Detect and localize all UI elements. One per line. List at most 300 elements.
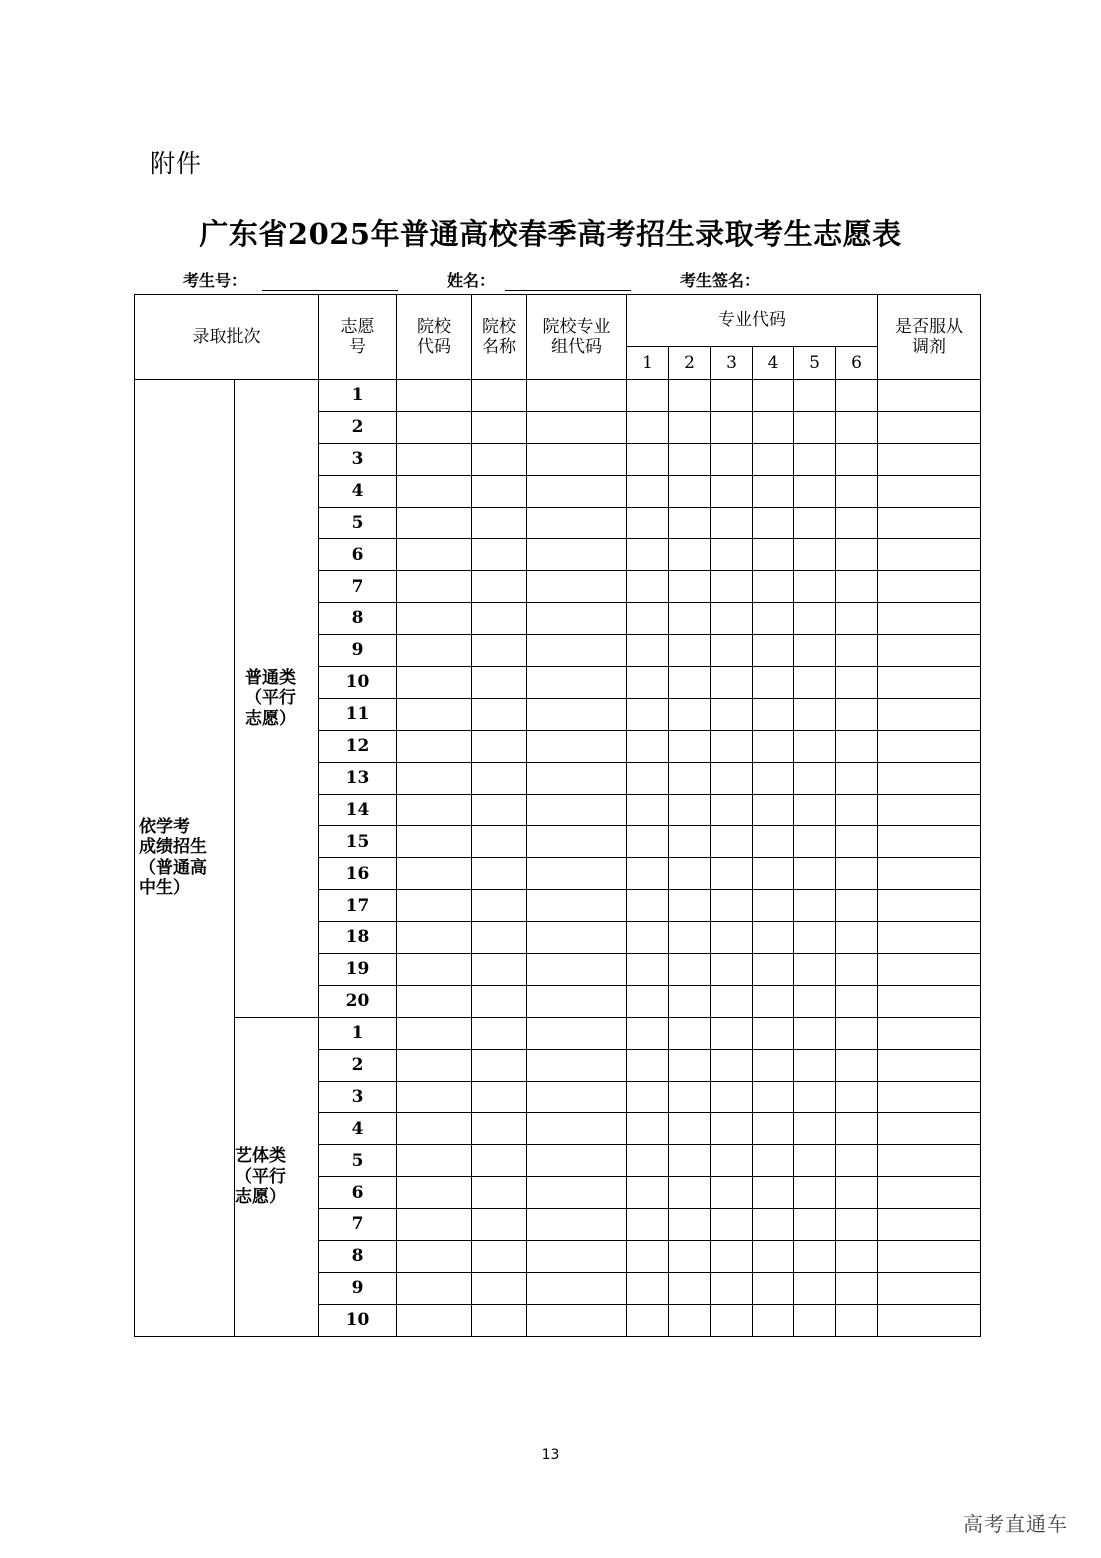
major-code-cell-4[interactable] — [753, 411, 794, 443]
major-code-cell-4[interactable] — [753, 1241, 794, 1273]
major-code-cell-1[interactable] — [627, 507, 669, 539]
major-code-cell-5[interactable] — [794, 794, 836, 826]
major-code-cell-3[interactable] — [711, 1209, 753, 1241]
school-name-cell[interactable] — [472, 1177, 527, 1209]
adjust-cell[interactable] — [878, 443, 981, 475]
major-code-cell-4[interactable] — [753, 1304, 794, 1336]
school-code-cell[interactable] — [397, 507, 472, 539]
school-code-cell[interactable] — [397, 762, 472, 794]
major-code-cell-3[interactable] — [711, 1081, 753, 1113]
major-code-cell-4[interactable] — [753, 571, 794, 603]
school-name-cell[interactable] — [472, 1081, 527, 1113]
major-code-cell-5[interactable] — [794, 1017, 836, 1049]
major-code-cell-2[interactable] — [669, 1272, 711, 1304]
major-code-cell-5[interactable] — [794, 985, 836, 1017]
school-code-cell[interactable] — [397, 1145, 472, 1177]
major-code-cell-5[interactable] — [794, 1145, 836, 1177]
major-code-cell-6[interactable] — [836, 858, 878, 890]
school-name-cell[interactable] — [472, 794, 527, 826]
group-code-cell[interactable] — [527, 603, 627, 635]
school-code-cell[interactable] — [397, 539, 472, 571]
major-code-cell-2[interactable] — [669, 1145, 711, 1177]
school-code-cell[interactable] — [397, 985, 472, 1017]
school-name-cell[interactable] — [472, 443, 527, 475]
school-code-cell[interactable] — [397, 954, 472, 986]
major-code-cell-4[interactable] — [753, 507, 794, 539]
major-code-cell-6[interactable] — [836, 730, 878, 762]
major-code-cell-6[interactable] — [836, 1081, 878, 1113]
major-code-cell-3[interactable] — [711, 667, 753, 699]
major-code-cell-2[interactable] — [669, 1017, 711, 1049]
major-code-cell-1[interactable] — [627, 571, 669, 603]
major-code-cell-6[interactable] — [836, 603, 878, 635]
major-code-cell-4[interactable] — [753, 635, 794, 667]
major-code-cell-5[interactable] — [794, 539, 836, 571]
major-code-cell-2[interactable] — [669, 954, 711, 986]
major-code-cell-1[interactable] — [627, 1272, 669, 1304]
adjust-cell[interactable] — [878, 1113, 981, 1145]
major-code-cell-3[interactable] — [711, 571, 753, 603]
major-code-cell-2[interactable] — [669, 985, 711, 1017]
major-code-cell-6[interactable] — [836, 826, 878, 858]
school-code-cell[interactable] — [397, 730, 472, 762]
major-code-cell-2[interactable] — [669, 1113, 711, 1145]
school-name-cell[interactable] — [472, 985, 527, 1017]
major-code-cell-4[interactable] — [753, 1081, 794, 1113]
major-code-cell-2[interactable] — [669, 571, 711, 603]
major-code-cell-2[interactable] — [669, 539, 711, 571]
major-code-cell-1[interactable] — [627, 411, 669, 443]
major-code-cell-5[interactable] — [794, 922, 836, 954]
major-code-cell-3[interactable] — [711, 1241, 753, 1273]
major-code-cell-2[interactable] — [669, 762, 711, 794]
school-name-cell[interactable] — [472, 475, 527, 507]
major-code-cell-6[interactable] — [836, 411, 878, 443]
adjust-cell[interactable] — [878, 411, 981, 443]
major-code-cell-5[interactable] — [794, 1241, 836, 1273]
major-code-cell-6[interactable] — [836, 890, 878, 922]
major-code-cell-6[interactable] — [836, 539, 878, 571]
major-code-cell-6[interactable] — [836, 762, 878, 794]
major-code-cell-1[interactable] — [627, 1304, 669, 1336]
major-code-cell-1[interactable] — [627, 603, 669, 635]
major-code-cell-1[interactable] — [627, 858, 669, 890]
adjust-cell[interactable] — [878, 794, 981, 826]
major-code-cell-6[interactable] — [836, 571, 878, 603]
school-name-cell[interactable] — [472, 954, 527, 986]
school-code-cell[interactable] — [397, 1081, 472, 1113]
school-name-cell[interactable] — [472, 667, 527, 699]
school-name-cell[interactable] — [472, 507, 527, 539]
major-code-cell-6[interactable] — [836, 1272, 878, 1304]
adjust-cell[interactable] — [878, 507, 981, 539]
major-code-cell-1[interactable] — [627, 1241, 669, 1273]
group-code-cell[interactable] — [527, 443, 627, 475]
school-name-cell[interactable] — [472, 1017, 527, 1049]
adjust-cell[interactable] — [878, 1145, 981, 1177]
major-code-cell-2[interactable] — [669, 475, 711, 507]
school-code-cell[interactable] — [397, 1304, 472, 1336]
school-code-cell[interactable] — [397, 475, 472, 507]
school-code-cell[interactable] — [397, 380, 472, 412]
school-name-cell[interactable] — [472, 571, 527, 603]
major-code-cell-3[interactable] — [711, 1145, 753, 1177]
school-code-cell[interactable] — [397, 1017, 472, 1049]
school-name-cell[interactable] — [472, 539, 527, 571]
adjust-cell[interactable] — [878, 635, 981, 667]
adjust-cell[interactable] — [878, 890, 981, 922]
major-code-cell-1[interactable] — [627, 730, 669, 762]
major-code-cell-3[interactable] — [711, 985, 753, 1017]
major-code-cell-1[interactable] — [627, 1177, 669, 1209]
adjust-cell[interactable] — [878, 1272, 981, 1304]
major-code-cell-6[interactable] — [836, 475, 878, 507]
group-code-cell[interactable] — [527, 1081, 627, 1113]
group-code-cell[interactable] — [527, 858, 627, 890]
school-name-cell[interactable] — [472, 730, 527, 762]
adjust-cell[interactable] — [878, 698, 981, 730]
school-name-cell[interactable] — [472, 826, 527, 858]
major-code-cell-5[interactable] — [794, 443, 836, 475]
major-code-cell-3[interactable] — [711, 1177, 753, 1209]
major-code-cell-5[interactable] — [794, 1304, 836, 1336]
major-code-cell-2[interactable] — [669, 1049, 711, 1081]
school-name-cell[interactable] — [472, 922, 527, 954]
major-code-cell-3[interactable] — [711, 1272, 753, 1304]
major-code-cell-1[interactable] — [627, 985, 669, 1017]
major-code-cell-4[interactable] — [753, 826, 794, 858]
major-code-cell-4[interactable] — [753, 1113, 794, 1145]
major-code-cell-5[interactable] — [794, 954, 836, 986]
major-code-cell-1[interactable] — [627, 667, 669, 699]
school-code-cell[interactable] — [397, 411, 472, 443]
major-code-cell-5[interactable] — [794, 635, 836, 667]
major-code-cell-3[interactable] — [711, 698, 753, 730]
adjust-cell[interactable] — [878, 475, 981, 507]
major-code-cell-6[interactable] — [836, 1241, 878, 1273]
major-code-cell-4[interactable] — [753, 667, 794, 699]
major-code-cell-4[interactable] — [753, 794, 794, 826]
adjust-cell[interactable] — [878, 954, 981, 986]
adjust-cell[interactable] — [878, 1081, 981, 1113]
major-code-cell-5[interactable] — [794, 730, 836, 762]
major-code-cell-3[interactable] — [711, 411, 753, 443]
major-code-cell-6[interactable] — [836, 507, 878, 539]
major-code-cell-3[interactable] — [711, 380, 753, 412]
major-code-cell-4[interactable] — [753, 762, 794, 794]
major-code-cell-3[interactable] — [711, 1304, 753, 1336]
major-code-cell-4[interactable] — [753, 1272, 794, 1304]
major-code-cell-1[interactable] — [627, 475, 669, 507]
major-code-cell-1[interactable] — [627, 539, 669, 571]
major-code-cell-1[interactable] — [627, 826, 669, 858]
school-code-cell[interactable] — [397, 794, 472, 826]
major-code-cell-2[interactable] — [669, 1177, 711, 1209]
major-code-cell-2[interactable] — [669, 507, 711, 539]
group-code-cell[interactable] — [527, 475, 627, 507]
adjust-cell[interactable] — [878, 922, 981, 954]
major-code-cell-4[interactable] — [753, 1209, 794, 1241]
group-code-cell[interactable] — [527, 411, 627, 443]
major-code-cell-2[interactable] — [669, 443, 711, 475]
major-code-cell-3[interactable] — [711, 826, 753, 858]
name-field[interactable] — [505, 290, 631, 291]
major-code-cell-5[interactable] — [794, 1113, 836, 1145]
group-code-cell[interactable] — [527, 794, 627, 826]
major-code-cell-4[interactable] — [753, 954, 794, 986]
major-code-cell-2[interactable] — [669, 698, 711, 730]
adjust-cell[interactable] — [878, 762, 981, 794]
major-code-cell-5[interactable] — [794, 1177, 836, 1209]
group-code-cell[interactable] — [527, 954, 627, 986]
major-code-cell-6[interactable] — [836, 443, 878, 475]
major-code-cell-4[interactable] — [753, 922, 794, 954]
major-code-cell-3[interactable] — [711, 1113, 753, 1145]
major-code-cell-5[interactable] — [794, 475, 836, 507]
major-code-cell-5[interactable] — [794, 858, 836, 890]
major-code-cell-1[interactable] — [627, 954, 669, 986]
major-code-cell-1[interactable] — [627, 1049, 669, 1081]
major-code-cell-6[interactable] — [836, 380, 878, 412]
school-name-cell[interactable] — [472, 1145, 527, 1177]
adjust-cell[interactable] — [878, 826, 981, 858]
major-code-cell-4[interactable] — [753, 380, 794, 412]
major-code-cell-1[interactable] — [627, 1209, 669, 1241]
school-name-cell[interactable] — [472, 411, 527, 443]
major-code-cell-3[interactable] — [711, 1049, 753, 1081]
school-name-cell[interactable] — [472, 380, 527, 412]
major-code-cell-6[interactable] — [836, 922, 878, 954]
school-code-cell[interactable] — [397, 826, 472, 858]
school-name-cell[interactable] — [472, 890, 527, 922]
school-code-cell[interactable] — [397, 571, 472, 603]
major-code-cell-5[interactable] — [794, 890, 836, 922]
school-name-cell[interactable] — [472, 1304, 527, 1336]
school-code-cell[interactable] — [397, 635, 472, 667]
major-code-cell-2[interactable] — [669, 794, 711, 826]
group-code-cell[interactable] — [527, 635, 627, 667]
group-code-cell[interactable] — [527, 1241, 627, 1273]
major-code-cell-5[interactable] — [794, 507, 836, 539]
major-code-cell-2[interactable] — [669, 1241, 711, 1273]
school-name-cell[interactable] — [472, 1241, 527, 1273]
adjust-cell[interactable] — [878, 730, 981, 762]
group-code-cell[interactable] — [527, 890, 627, 922]
school-code-cell[interactable] — [397, 603, 472, 635]
major-code-cell-2[interactable] — [669, 1304, 711, 1336]
major-code-cell-4[interactable] — [753, 1017, 794, 1049]
major-code-cell-3[interactable] — [711, 794, 753, 826]
school-code-cell[interactable] — [397, 443, 472, 475]
major-code-cell-3[interactable] — [711, 443, 753, 475]
adjust-cell[interactable] — [878, 1049, 981, 1081]
major-code-cell-4[interactable] — [753, 443, 794, 475]
group-code-cell[interactable] — [527, 1113, 627, 1145]
school-code-cell[interactable] — [397, 858, 472, 890]
major-code-cell-5[interactable] — [794, 667, 836, 699]
major-code-cell-1[interactable] — [627, 762, 669, 794]
major-code-cell-5[interactable] — [794, 698, 836, 730]
major-code-cell-4[interactable] — [753, 539, 794, 571]
major-code-cell-4[interactable] — [753, 730, 794, 762]
major-code-cell-2[interactable] — [669, 890, 711, 922]
major-code-cell-1[interactable] — [627, 890, 669, 922]
major-code-cell-4[interactable] — [753, 698, 794, 730]
major-code-cell-2[interactable] — [669, 1209, 711, 1241]
major-code-cell-3[interactable] — [711, 730, 753, 762]
major-code-cell-2[interactable] — [669, 380, 711, 412]
group-code-cell[interactable] — [527, 539, 627, 571]
adjust-cell[interactable] — [878, 1241, 981, 1273]
major-code-cell-3[interactable] — [711, 539, 753, 571]
adjust-cell[interactable] — [878, 667, 981, 699]
group-code-cell[interactable] — [527, 762, 627, 794]
school-code-cell[interactable] — [397, 1241, 472, 1273]
major-code-cell-1[interactable] — [627, 1017, 669, 1049]
school-code-cell[interactable] — [397, 1113, 472, 1145]
school-code-cell[interactable] — [397, 698, 472, 730]
major-code-cell-6[interactable] — [836, 1145, 878, 1177]
group-code-cell[interactable] — [527, 826, 627, 858]
major-code-cell-5[interactable] — [794, 1081, 836, 1113]
major-code-cell-3[interactable] — [711, 890, 753, 922]
major-code-cell-6[interactable] — [836, 1017, 878, 1049]
major-code-cell-5[interactable] — [794, 380, 836, 412]
major-code-cell-1[interactable] — [627, 1081, 669, 1113]
major-code-cell-4[interactable] — [753, 890, 794, 922]
major-code-cell-2[interactable] — [669, 667, 711, 699]
major-code-cell-5[interactable] — [794, 411, 836, 443]
major-code-cell-6[interactable] — [836, 985, 878, 1017]
adjust-cell[interactable] — [878, 1177, 981, 1209]
adjust-cell[interactable] — [878, 603, 981, 635]
major-code-cell-6[interactable] — [836, 1177, 878, 1209]
group-code-cell[interactable] — [527, 1049, 627, 1081]
major-code-cell-4[interactable] — [753, 1049, 794, 1081]
major-code-cell-4[interactable] — [753, 985, 794, 1017]
major-code-cell-5[interactable] — [794, 1049, 836, 1081]
major-code-cell-5[interactable] — [794, 762, 836, 794]
major-code-cell-6[interactable] — [836, 1113, 878, 1145]
major-code-cell-1[interactable] — [627, 380, 669, 412]
school-name-cell[interactable] — [472, 603, 527, 635]
major-code-cell-6[interactable] — [836, 1049, 878, 1081]
major-code-cell-4[interactable] — [753, 1177, 794, 1209]
major-code-cell-2[interactable] — [669, 603, 711, 635]
major-code-cell-1[interactable] — [627, 443, 669, 475]
school-code-cell[interactable] — [397, 1177, 472, 1209]
major-code-cell-1[interactable] — [627, 794, 669, 826]
major-code-cell-6[interactable] — [836, 635, 878, 667]
adjust-cell[interactable] — [878, 985, 981, 1017]
group-code-cell[interactable] — [527, 1177, 627, 1209]
major-code-cell-2[interactable] — [669, 1081, 711, 1113]
school-name-cell[interactable] — [472, 698, 527, 730]
school-name-cell[interactable] — [472, 762, 527, 794]
major-code-cell-2[interactable] — [669, 411, 711, 443]
group-code-cell[interactable] — [527, 1017, 627, 1049]
school-name-cell[interactable] — [472, 635, 527, 667]
group-code-cell[interactable] — [527, 667, 627, 699]
major-code-cell-3[interactable] — [711, 762, 753, 794]
group-code-cell[interactable] — [527, 1145, 627, 1177]
school-code-cell[interactable] — [397, 1209, 472, 1241]
major-code-cell-1[interactable] — [627, 922, 669, 954]
group-code-cell[interactable] — [527, 698, 627, 730]
major-code-cell-1[interactable] — [627, 1113, 669, 1145]
major-code-cell-6[interactable] — [836, 1209, 878, 1241]
major-code-cell-5[interactable] — [794, 603, 836, 635]
adjust-cell[interactable] — [878, 1304, 981, 1336]
group-code-cell[interactable] — [527, 507, 627, 539]
school-code-cell[interactable] — [397, 1272, 472, 1304]
group-code-cell[interactable] — [527, 380, 627, 412]
major-code-cell-5[interactable] — [794, 571, 836, 603]
major-code-cell-4[interactable] — [753, 475, 794, 507]
group-code-cell[interactable] — [527, 922, 627, 954]
major-code-cell-2[interactable] — [669, 922, 711, 954]
major-code-cell-3[interactable] — [711, 603, 753, 635]
major-code-cell-2[interactable] — [669, 858, 711, 890]
group-code-cell[interactable] — [527, 1209, 627, 1241]
major-code-cell-6[interactable] — [836, 667, 878, 699]
group-code-cell[interactable] — [527, 1304, 627, 1336]
major-code-cell-3[interactable] — [711, 1017, 753, 1049]
major-code-cell-5[interactable] — [794, 1272, 836, 1304]
adjust-cell[interactable] — [878, 1209, 981, 1241]
group-code-cell[interactable] — [527, 1272, 627, 1304]
major-code-cell-3[interactable] — [711, 475, 753, 507]
major-code-cell-6[interactable] — [836, 1304, 878, 1336]
major-code-cell-6[interactable] — [836, 954, 878, 986]
major-code-cell-5[interactable] — [794, 1209, 836, 1241]
group-code-cell[interactable] — [527, 730, 627, 762]
adjust-cell[interactable] — [878, 380, 981, 412]
major-code-cell-2[interactable] — [669, 826, 711, 858]
major-code-cell-3[interactable] — [711, 922, 753, 954]
school-name-cell[interactable] — [472, 1209, 527, 1241]
major-code-cell-3[interactable] — [711, 954, 753, 986]
school-name-cell[interactable] — [472, 1113, 527, 1145]
group-code-cell[interactable] — [527, 571, 627, 603]
major-code-cell-3[interactable] — [711, 507, 753, 539]
adjust-cell[interactable] — [878, 571, 981, 603]
school-code-cell[interactable] — [397, 667, 472, 699]
school-code-cell[interactable] — [397, 890, 472, 922]
school-code-cell[interactable] — [397, 922, 472, 954]
major-code-cell-4[interactable] — [753, 1145, 794, 1177]
exam-no-field[interactable] — [262, 290, 398, 291]
major-code-cell-2[interactable] — [669, 635, 711, 667]
major-code-cell-4[interactable] — [753, 858, 794, 890]
major-code-cell-3[interactable] — [711, 635, 753, 667]
major-code-cell-4[interactable] — [753, 603, 794, 635]
school-name-cell[interactable] — [472, 858, 527, 890]
major-code-cell-5[interactable] — [794, 826, 836, 858]
major-code-cell-1[interactable] — [627, 698, 669, 730]
adjust-cell[interactable] — [878, 539, 981, 571]
school-name-cell[interactable] — [472, 1272, 527, 1304]
major-code-cell-3[interactable] — [711, 858, 753, 890]
group-code-cell[interactable] — [527, 985, 627, 1017]
major-code-cell-1[interactable] — [627, 1145, 669, 1177]
major-code-cell-1[interactable] — [627, 635, 669, 667]
adjust-cell[interactable] — [878, 858, 981, 890]
major-code-cell-2[interactable] — [669, 730, 711, 762]
school-name-cell[interactable] — [472, 1049, 527, 1081]
adjust-cell[interactable] — [878, 1017, 981, 1049]
school-code-cell[interactable] — [397, 1049, 472, 1081]
